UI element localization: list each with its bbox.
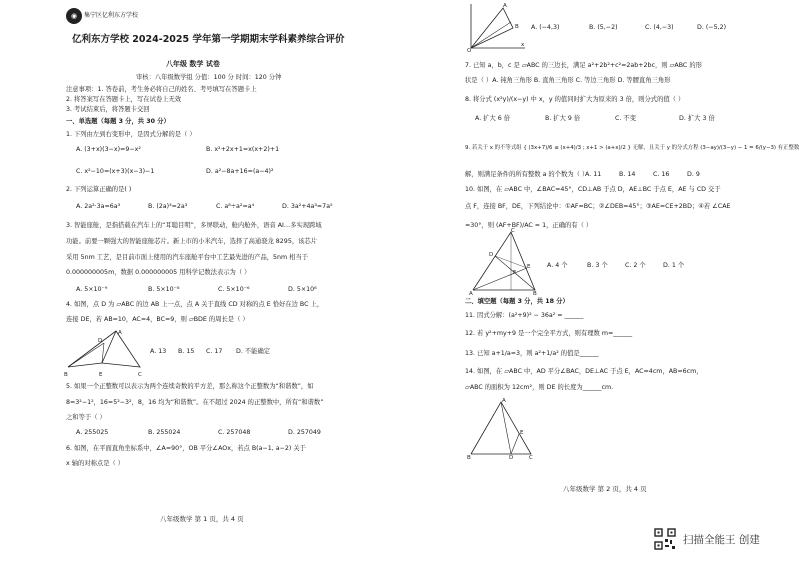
q3-line-2: 功能。前要一颗强大的智能座舱芯片。新上市的小米汽车，选择了高通骁龙 8295，该芯片 <box>66 238 318 245</box>
q9-option-b: B. 14 <box>619 171 636 178</box>
q4-option-b: B. 15 <box>178 348 195 355</box>
q8-option-b: B. 扩大 9 倍 <box>545 115 581 122</box>
q13: 13. 已知 a+1/a=3，则 a²+1/a² 的值是______ <box>465 350 599 357</box>
q5-option-c: C. 257048 <box>218 429 251 436</box>
q9-option-d: D. 9 <box>687 171 700 178</box>
section-2-title: 二、填空题（每题 3 分，共 18 分） <box>465 298 569 305</box>
svg-text:E: E <box>527 264 531 270</box>
svg-text:D: D <box>98 338 103 344</box>
q3-option-b: B. 5×10⁻⁸ <box>148 286 180 293</box>
q4-option-d: D. 不能确定 <box>236 348 271 355</box>
q9-option-c: C. 16 <box>653 171 670 178</box>
note-2: 2. 将答案写在答题卡上，写在试卷上无效 <box>66 96 182 103</box>
svg-text:B: B <box>467 455 471 461</box>
exam-meta: 审核：八年级数学组 分值：100 分 时间：120 分钟 <box>136 74 282 81</box>
q11: 11. 因式分解：(a²+9)² − 36a² = ______ <box>465 312 584 319</box>
svg-text:x: x <box>521 42 525 48</box>
q6-option-a: A. (−4,3) <box>531 24 560 31</box>
q1-option-b: B. x²+2x+1=x(x+2)+1 <box>206 146 280 153</box>
svg-text:E: E <box>520 430 524 436</box>
q7-line-2: 状是（ ）A. 钝角三角形 B. 直角三角形 C. 等边三角形 D. 等腰直角三角形 <box>465 77 671 84</box>
q7-line-1: 7. 已知 a，b，c 是 ▱ABC 的三边长，满足 a²+2b²+c²=2ab+2bc，则 ▱ABC 的形 <box>465 62 702 69</box>
q3-option-d: D. 5×10⁸ <box>288 286 317 293</box>
q10-option-b: B. 3 个 <box>587 262 608 269</box>
q10-option-d: D. 1 个 <box>663 262 685 269</box>
svg-text:C: C <box>138 372 142 378</box>
section-1-title: 一、单选题（每题 3 分，共 30 分） <box>66 118 170 125</box>
q6-line-2: x 轴的对称点是（ ） <box>66 460 125 467</box>
q2-option-a: A. 2a²·3a=6a³ <box>76 203 121 210</box>
school-logo-icon: ◉ <box>66 8 82 24</box>
q10-line-2: 点 F，连接 BF，DE，下列结论中：①AF=BC；②∠DEB=45°；③AE=CE+2BD；④若 ∠CAE <box>465 203 731 210</box>
svg-text:O: O <box>467 48 472 54</box>
q5-line-3: 之和等于（ ） <box>66 414 106 421</box>
q2-option-b: B. (2a)³=2a³ <box>148 203 188 210</box>
q2-stem: 2. 下列运算正确的是( ) <box>66 186 132 193</box>
exam-page-left <box>0 0 397 561</box>
svg-text:C: C <box>511 228 515 234</box>
q10-line-1: 10. 如图，在 ▱ABC 中，∠BAC=45°，CD⊥AB 于点 D，AE⊥BC 于点 E，AE 与 CD 交于 <box>465 186 721 193</box>
q9-line-2: 解，则满足条件的所有整数 a 的个数为（ ） <box>465 171 589 178</box>
svg-text:F: F <box>513 270 517 276</box>
q12: 12. 若 y²+my+9 是一个完全平方式，则有理数 m=______ <box>465 330 633 337</box>
svg-text:E: E <box>99 372 103 378</box>
exam-title: 亿利东方学校 2024-2025 学年第一学期期末学科素养综合评价 <box>72 34 345 45</box>
q10-option-c: C. 2 个 <box>625 262 646 269</box>
note-1: 注意事项：1. 答卷前，考生务必将自己的姓名、考号填写在答题卡上 <box>66 86 257 93</box>
svg-text:A: A <box>503 3 507 9</box>
q10-line-3: =30°，则 (AF+BF)/AC = 1，正确的有（ ） <box>465 222 593 229</box>
q3-line-3: 采用 5nm 工艺，是目前市面上使用的汽车座舱平台中工艺最先进的产品，5nm 相当于 <box>66 254 309 261</box>
svg-text:D: D <box>509 455 514 461</box>
q6-line-1: 6. 如图，在平面直角坐标系中，∠A=90°，OB 平分∠AOx，若点 B(a−1, a−2) 关于 <box>66 445 306 452</box>
q10-triangle-figure <box>469 228 541 296</box>
svg-text:D: D <box>489 252 494 258</box>
svg-text:A: A <box>118 330 122 336</box>
school-logo-text: 集宁区亿利东方学校 <box>84 12 139 19</box>
q9-option-a: A. 11 <box>585 171 602 178</box>
q2-option-d: D. 3a²+4a³=7a⁵ <box>282 203 333 210</box>
q3-option-a: A. 5×10⁻⁹ <box>76 286 108 293</box>
q4-option-c: C. 17 <box>206 348 223 355</box>
q6-option-c: C. (4,−3) <box>645 24 674 31</box>
svg-text:C: C <box>529 455 533 461</box>
q14-line-1: 14. 如图，在 ▱ABC 中，AD 平分∠BAC，DE⊥AC 于点 E，AC=4cm，AB=6cm， <box>465 368 703 375</box>
q6-coordinate-figure <box>467 2 527 54</box>
q9-line-1: 9. 若关于 x 的不等式组 { (3x+7)/6 ≤ (x+4)/3 ; x+1 > (a+x)/2 } 无解，且关于 y 的分式方程 (3−ay)/(3−y) − 1 = 6/(y−3) 有正整数 <box>465 145 799 151</box>
q5-line-1: 5. 如果一个正整数可以表示为两个连续奇数的平方差，那么称这个正整数为“和谐数”，如 <box>66 383 314 390</box>
q3-line-1: 3. 智能座舱，是指搭载在汽车上的“耳聪目明”，多屏联动，舱内舱外，语音 AI…多实现跨域 <box>66 222 322 229</box>
exam-page-right <box>397 0 799 561</box>
q4-line-1: 4. 如图，点 D 为 ▱ABC 的边 AB 上一点，点 A 关于直线 CD 对称的点 E 恰好在边 BC 上， <box>66 301 324 308</box>
q1-option-d: D. a²−8a+16=(a−4)² <box>206 168 274 175</box>
paper-title: 八年级 数学 试卷 <box>166 60 220 68</box>
svg-text:B: B <box>515 24 519 30</box>
svg-text:B: B <box>533 291 537 297</box>
svg-text:B: B <box>64 372 68 378</box>
q5-line-2: 8=3²−1²，16=5²−3²，8，16 均为“和谐数”。在不超过 2024 的正整数中，所有“和谐数” <box>66 399 324 406</box>
q4-line-2: 连接 DE，若 AB=10，AC=4，BC=9，则 ▱BDE 的周长是（ ） <box>66 316 249 323</box>
svg-text:A: A <box>469 291 473 297</box>
q8-option-d: D. 扩大 3 倍 <box>679 115 715 122</box>
qr-code-icon <box>654 528 676 550</box>
q3-option-c: C. 5×10⁻⁶ <box>218 286 250 293</box>
q8-stem: 8. 将分式 (x²y)/(x−y) 中 x，y 的值同时扩大为原来的 3 倍，则分式的值（ ） <box>465 96 685 103</box>
q14-triangle-figure <box>467 398 535 460</box>
note-3: 3. 考试结束后，将答题卡交回 <box>66 106 150 113</box>
scanner-watermark: 扫描全能王 创建 <box>683 534 760 546</box>
q2-option-c: C. a⁸÷a²=a⁴ <box>216 203 255 210</box>
q5-option-a: A. 255025 <box>76 429 109 436</box>
q6-option-b: B. (5,−2) <box>589 24 618 31</box>
page-footer-1: 八年级数学 第 1 页，共 4 页 <box>160 515 244 523</box>
q1-stem: 1. 下列由左到右变形中，是因式分解的是（ ） <box>66 131 196 138</box>
q4-option-a: A. 13 <box>150 348 167 355</box>
q1-option-a: A. (3+x)(3−x)=9−x² <box>76 146 141 153</box>
q8-option-a: A. 扩大 6 倍 <box>475 115 511 122</box>
q5-option-b: B. 255024 <box>148 429 181 436</box>
q6-option-d: D. (−5,2) <box>697 24 727 31</box>
svg-text:A: A <box>502 398 506 404</box>
q5-option-d: D. 257049 <box>288 429 321 436</box>
q8-option-c: C. 不变 <box>615 115 636 122</box>
q4-triangle-figure <box>64 327 146 379</box>
q1-option-c: C. x²−10=(x+3)(x−3)−1 <box>76 168 155 175</box>
page-footer-2: 八年级数学 第 2 页，共 4 页 <box>563 485 647 493</box>
q10-option-a: A. 4 个 <box>547 262 568 269</box>
q14-line-2: ▱ABC 的面积为 12cm²，则 DE 的长度为______cm. <box>465 384 614 391</box>
q3-line-4: 0.000000005m，数据 0.000000005 用科学记数法表示为（ ） <box>66 269 251 276</box>
